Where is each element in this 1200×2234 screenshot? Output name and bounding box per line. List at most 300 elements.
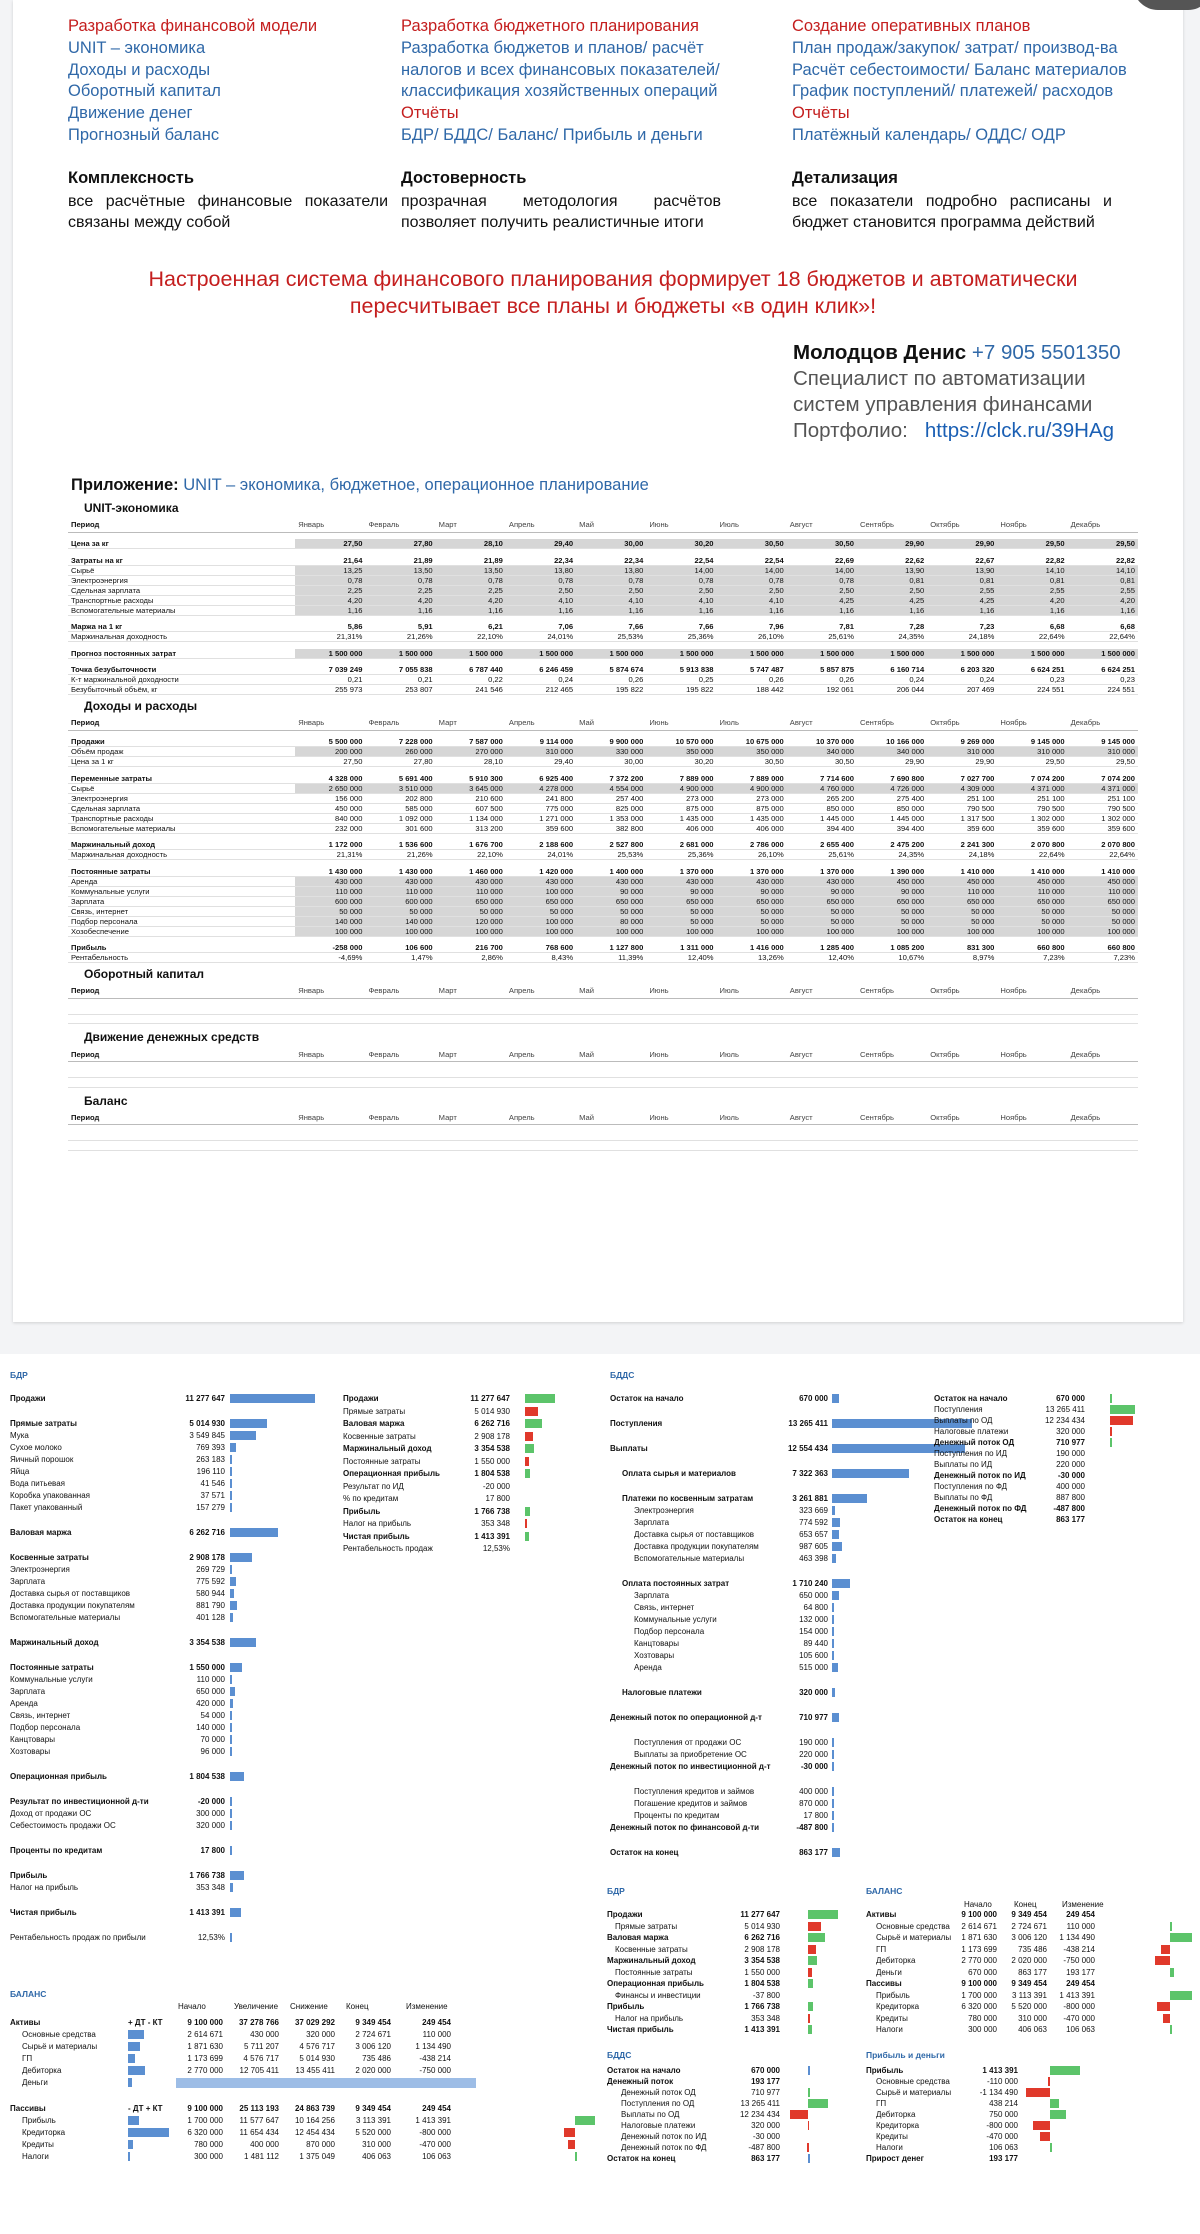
bdds-row-value: -487 800: [796, 1823, 828, 1832]
table-cell: 22,82: [1068, 556, 1138, 566]
table-cell: 50 000: [787, 906, 857, 916]
balance-bar: [128, 2140, 133, 2149]
table-cell: 2,25: [365, 585, 435, 595]
bdr-bar: [230, 1589, 234, 1598]
bdds-small-bar: [808, 2088, 810, 2097]
month-header: Август: [787, 984, 857, 998]
bdr-row-label: Продажи: [10, 1394, 46, 1403]
bdr-bar: [230, 1553, 252, 1562]
balance-value: 1 413 391: [415, 2116, 451, 2125]
balance-small-header: Изменение: [1062, 1900, 1104, 1909]
table-cell: 1 500 000: [997, 649, 1067, 659]
table-row: [68, 539, 1138, 549]
profit-money-label: ГП: [876, 2099, 887, 2108]
table-cell: 4 278 000: [506, 783, 576, 793]
table-row: [68, 953, 1138, 963]
bdds-row-label: Денежный поток по финансовой д-ти: [610, 1823, 760, 1832]
table-cell: 1 416 000: [717, 943, 787, 953]
table-cell: 10,67%: [857, 953, 927, 963]
table-cell: 4 900 000: [646, 783, 716, 793]
table-cell: 4,10: [506, 595, 576, 605]
bdr-small-value: 3 354 538: [744, 1956, 780, 1965]
profit-money-bar: [1033, 2121, 1050, 2130]
bdds-bar: [832, 1603, 834, 1612]
table-cell: 450 000: [927, 876, 997, 886]
bdds-row-label: Остаток на начало: [610, 1394, 684, 1403]
balance-value: 1 871 630: [187, 2042, 223, 2051]
bdds-row-value: 13 265 411: [788, 1419, 828, 1428]
bdr-row-value: 353 348: [196, 1883, 225, 1892]
bdds-small-value: 12 234 434: [739, 2110, 780, 2119]
table-cell: 90 000: [646, 886, 716, 896]
bdr-summary-label: Прямые затраты: [343, 1406, 406, 1416]
table-cell: 216 700: [436, 943, 506, 953]
slogan: Настроенная система финансового планирования формирует 18 бюджетов и автоматически пересчитывает все планы и бюджеты «в один клик»!: [148, 267, 1078, 318]
balance-sign: + ДТ - КТ: [128, 2018, 163, 2027]
month-header: Март: [436, 984, 506, 998]
dashboard: [0, 1354, 1200, 2234]
month-header: Май: [576, 1047, 646, 1061]
bdr-bar: [230, 1601, 237, 1610]
table-cell: 1 420 000: [506, 867, 576, 877]
table-cell: 4,20: [295, 595, 365, 605]
bdds-row-label: Погашение кредитов и займов: [634, 1799, 748, 1808]
table-cell: 1 134 000: [436, 813, 506, 823]
balance-value: 1 173 699: [187, 2054, 223, 2063]
bdr-bar: [230, 1663, 242, 1672]
bdr-small-value: 353 348: [751, 2013, 780, 2023]
table-section-title: Движение денежных средств: [84, 1030, 260, 1045]
bdr-row-value: 3 354 538: [189, 1638, 225, 1647]
table-cell: 2 786 000: [717, 840, 787, 850]
money-highlight: [176, 2078, 476, 2088]
month-header: Июль: [717, 1111, 787, 1125]
table-cell: 10 675 000: [717, 737, 787, 747]
bdr-summary-bar: [525, 1407, 538, 1416]
balance-small-label: Деньги: [876, 1967, 902, 1977]
balance-value: 3 006 120: [355, 2042, 391, 2051]
table-cell: 29,90: [857, 539, 927, 549]
table-cell: 202 800: [365, 793, 435, 803]
balance-row-label: Кредиты: [22, 2140, 54, 2149]
bdr-summary-label: Результат по ИД: [343, 1481, 404, 1491]
feature-title: Детализация: [792, 169, 898, 187]
table-cell: 100 000: [365, 926, 435, 936]
bdr-summary-label: Косвенные затраты: [343, 1431, 416, 1441]
table-cell: 12,40%: [646, 953, 716, 963]
table-cell: 9 114 000: [506, 737, 576, 747]
bdr-bar: [230, 1772, 244, 1781]
empty-row: [68, 1005, 1138, 1014]
month-header: Февраль: [365, 1111, 435, 1125]
bdr-small-value: 5 014 930: [744, 1921, 780, 1931]
table-gap: [68, 767, 1138, 774]
bdds-summary-value: 710 977: [1056, 1438, 1085, 1447]
balance-row-label: Дебиторка: [22, 2066, 62, 2075]
appendix-text: UNIT – экономика, бюджетное, операционное планирование: [183, 476, 649, 494]
table-cell: 1 127 800: [576, 943, 646, 953]
balance-value: 249 454: [422, 2104, 451, 2113]
table-cell: 790 500: [927, 803, 997, 813]
table-cell: 0,22: [436, 675, 506, 685]
table-cell: 7,23%: [1068, 953, 1138, 963]
table-cell: 0,78: [506, 575, 576, 585]
table-cell: 2,50: [717, 585, 787, 595]
table-row: [68, 737, 1138, 747]
bdr-bar: [230, 1687, 235, 1696]
table-gap: [68, 860, 1138, 867]
table-row: [68, 840, 1138, 850]
balance-small-value: 9 100 000: [961, 1910, 997, 1919]
month-header: Апрель: [506, 716, 576, 730]
bdds-row-value: 463 398: [799, 1554, 828, 1563]
table-cell: 29,90: [927, 757, 997, 767]
bdr-small-label: Финансы и инвестиции: [615, 1990, 701, 2000]
table-cell: 650 000: [857, 896, 927, 906]
bdds-row-label: Поступления: [610, 1419, 663, 1428]
table-cell: 2,50: [857, 585, 927, 595]
table-cell: 1 536 600: [365, 840, 435, 850]
balance-value: 9 100 000: [187, 2104, 223, 2113]
bdds-row-label: Электроэнергия: [634, 1506, 694, 1515]
month-header: Ноябрь: [997, 1047, 1067, 1061]
table-cell: 30,20: [646, 757, 716, 767]
table-cell: 1,16: [997, 605, 1067, 615]
table-cell: 650 000: [927, 896, 997, 906]
table-cell: 207 469: [927, 685, 997, 695]
balance-small-value: 249 454: [1066, 1979, 1095, 1988]
bdds-summary-bar: [1110, 1427, 1112, 1436]
table-cell: 30,20: [646, 539, 716, 549]
bdds-bar: [832, 1713, 839, 1722]
table-cell: 13,26%: [717, 953, 787, 963]
bdds-summary-label: Поступления: [934, 1405, 983, 1414]
balance-value: 9 349 454: [355, 2018, 391, 2027]
table-cell: 775 000: [506, 803, 576, 813]
bdds-small-label: Остаток на начало: [607, 2066, 681, 2075]
month-header: Ноябрь: [997, 518, 1067, 532]
balance-small-value: 780 000: [968, 2013, 997, 2023]
section-title: БДДС: [610, 1370, 635, 1380]
bdr-bar: [230, 1846, 232, 1855]
table-section-title: Доходы и расходы: [84, 699, 198, 713]
bdr-small-label: Продажи: [607, 1910, 643, 1919]
bdr-row-value: 269 729: [196, 1565, 225, 1574]
balance-value: 780 000: [194, 2140, 223, 2149]
table-row: [68, 803, 1138, 813]
bdds-row-value: 987 605: [799, 1542, 828, 1551]
table-cell: 100 000: [997, 926, 1067, 936]
table-cell: 1 430 000: [365, 867, 435, 877]
bdr-summary-value: 17 800: [485, 1494, 510, 1503]
bdr-small-label: Прямые затраты: [615, 1921, 678, 1931]
column-item: Оборотный капитал: [68, 82, 221, 101]
month-header: Ноябрь: [997, 716, 1067, 730]
bdr-bar: [230, 1871, 244, 1880]
balance-value: 9 349 454: [355, 2104, 391, 2113]
table-cell: 29,90: [927, 539, 997, 549]
bdds-small-label: Денежный поток ОД: [621, 2088, 696, 2097]
bdr-small-label: Маржинальный доход: [607, 1956, 696, 1965]
table-cell: 430 000: [365, 876, 435, 886]
table-cell: 1 317 500: [927, 813, 997, 823]
table-cell: 50 000: [295, 906, 365, 916]
bdds-row-value: 105 600: [799, 1651, 828, 1660]
balance-value: 5 014 930: [299, 2054, 335, 2063]
bdds-summary-bar: [1110, 1438, 1112, 1447]
column-item: классификация хозяйственных операций: [401, 82, 718, 101]
balance-value: 25 113 193: [239, 2104, 279, 2113]
bdr-row-label: Постоянные затраты: [10, 1663, 94, 1672]
bdr-bar: [230, 1797, 232, 1806]
bdr-row-label: Сухое молоко: [10, 1443, 62, 1452]
bdds-summary-value: 12 234 434: [1044, 1416, 1085, 1425]
table-section-title: UNIT-экономика: [84, 501, 179, 515]
table-row: [68, 783, 1138, 793]
table-gap: [68, 936, 1138, 943]
portfolio-link[interactable]: https://clck.ru/39HAg: [924, 419, 1115, 442]
balance-row-label: ГП: [22, 2054, 33, 2063]
table-cell: 22,69: [787, 556, 857, 566]
table-cell: 10 370 000: [787, 737, 857, 747]
profit-money-bar: [1050, 2143, 1052, 2152]
bdr-row-value: 1 804 538: [189, 1772, 225, 1781]
month-header: Май: [576, 1111, 646, 1125]
column-item: Прогнозный баланс: [68, 125, 220, 144]
table-row: [68, 747, 1138, 757]
balance-value: 12 705 411: [239, 2066, 279, 2075]
table-cell: 0,23: [997, 675, 1067, 685]
bdr-row-value: 650 000: [196, 1687, 225, 1696]
table-cell: 100 000: [857, 926, 927, 936]
balance-value: 24 863 739: [294, 2104, 335, 2113]
bdds-summary-label: Остаток на конец: [934, 1515, 1003, 1524]
bdr-small-bar: [808, 1968, 812, 1977]
table-cell: 4 328 000: [295, 774, 365, 784]
balance-small-bar: [1170, 1922, 1172, 1931]
table-gap: [68, 730, 1138, 737]
table-cell: 0,81: [1068, 575, 1138, 585]
bdds-row-value: 870 000: [799, 1799, 828, 1808]
table-cell: 24,01%: [506, 850, 576, 860]
bdr-summary-value: 1 413 391: [474, 1531, 510, 1541]
table-cell: 7 027 700: [927, 774, 997, 784]
table-cell: 0,21: [295, 675, 365, 685]
bdr-summary-label: % по кредитам: [343, 1494, 399, 1503]
table-row: [68, 595, 1138, 605]
balance-group-label: Пассивы: [10, 2104, 46, 2113]
table-cell: 6 624 251: [1068, 665, 1138, 675]
bdr-bar: [230, 1503, 232, 1512]
month-header: Июль: [717, 716, 787, 730]
table-cell: 0,81: [927, 575, 997, 585]
table-cell: 0,23: [1068, 675, 1138, 685]
planning-tables: [68, 499, 1138, 1155]
contact-block: [793, 340, 1148, 444]
balance-small-bar: [1155, 1956, 1170, 1965]
table-cell: 1 500 000: [646, 649, 716, 659]
month-header: Март: [436, 1111, 506, 1125]
balance-small-value: 1 413 391: [1059, 1990, 1095, 2000]
table-cell: 251 100: [997, 793, 1067, 803]
bdr-bar: [230, 1419, 267, 1428]
profit-money-label: Сырьё и материалы: [876, 2088, 952, 2097]
balance-value: 11 577 647: [239, 2116, 279, 2125]
row-label: Электроэнергия: [68, 575, 295, 585]
balance-bar: [128, 2116, 139, 2125]
balance-value: 406 063: [362, 2152, 391, 2161]
month-header: Февраль: [365, 518, 435, 532]
table-cell: 7 889 000: [646, 774, 716, 784]
month-header: Август: [787, 1111, 857, 1125]
balance-small-header: Начало: [964, 1900, 992, 1909]
table-cell: 7 055 838: [365, 665, 435, 675]
table-cell: 1 435 000: [646, 813, 716, 823]
bdds-row-label: Хозтовары: [634, 1651, 675, 1660]
table-cell: 224 551: [997, 685, 1067, 695]
month-header: Август: [787, 716, 857, 730]
balance-small-label: Дебиторка: [876, 1956, 916, 1965]
table-cell: 100 000: [506, 916, 576, 926]
bdr-row-label: Подбор персонала: [10, 1723, 81, 1732]
profit-money-value: 750 000: [989, 2110, 1018, 2119]
bdds-row-label: Вспомогательные материалы: [634, 1554, 745, 1563]
table-row: [68, 556, 1138, 566]
profit-money-bar: [1026, 2088, 1050, 2097]
feature-title: Комплексность: [68, 169, 194, 187]
balance-bar: [128, 2152, 130, 2161]
table-cell: 7,66: [646, 622, 716, 632]
empty-row: [68, 1014, 1138, 1023]
column-financial-model: [68, 16, 317, 147]
row-label: Прибыль: [68, 943, 295, 953]
month-header: Март: [436, 1047, 506, 1061]
bdds-row-label: Оплата постоянных затрат: [622, 1579, 730, 1588]
table-cell: 0,21: [365, 675, 435, 685]
column-title: Разработка финансовой модели: [68, 17, 318, 35]
bdds-row-value: 154 000: [799, 1627, 828, 1636]
month-header: Июнь: [646, 984, 716, 998]
table-cell: 1 460 000: [436, 867, 506, 877]
balance-small-value: 249 454: [1066, 1910, 1095, 1919]
bdr-small-value: 2 908 178: [744, 1944, 780, 1954]
table-cell: 251 100: [1068, 793, 1138, 803]
profit-money-value: 438 214: [989, 2099, 1018, 2108]
bdr-row-label: Яичный порошок: [10, 1455, 74, 1464]
table-cell: 1,16: [646, 605, 716, 615]
bdr-bar: [230, 1908, 241, 1917]
table-cell: 21,31%: [295, 632, 365, 642]
contact-phone[interactable]: +7 905 5501350: [971, 341, 1121, 364]
month-header: Январь: [295, 1111, 365, 1125]
bdr-bar: [230, 1675, 232, 1684]
table-cell: 28,10: [436, 539, 506, 549]
table-cell: 22,64%: [1068, 850, 1138, 860]
balance-bar: [128, 2030, 144, 2039]
balance-small-label: ГП: [876, 1944, 887, 1954]
table-cell: 100 000: [506, 926, 576, 936]
bdr-row-label: Коробка упакованная: [10, 1491, 90, 1500]
balance-value: 37 278 766: [238, 2018, 279, 2027]
table-cell: 660 800: [997, 943, 1067, 953]
table-cell: 21,31%: [295, 850, 365, 860]
table-row: [68, 675, 1138, 685]
bdr-row-value: 580 944: [196, 1589, 225, 1598]
table-cell: 25,53%: [576, 850, 646, 860]
table-cell: 0,81: [997, 575, 1067, 585]
month-header: Июль: [717, 984, 787, 998]
bdr-small-value: -37 800: [752, 1990, 780, 2000]
table-cell: 1 500 000: [295, 649, 365, 659]
table-row: [68, 649, 1138, 659]
table-cell: 2,55: [997, 585, 1067, 595]
table-cell: 110 000: [997, 886, 1067, 896]
table-cell: 7 889 000: [717, 774, 787, 784]
bdr-bar: [230, 1577, 236, 1586]
table-cell: 4,10: [576, 595, 646, 605]
table-cell: 350 000: [717, 747, 787, 757]
feature-detail: [792, 168, 1112, 234]
bdds-row-label: Зарплата: [634, 1518, 670, 1527]
table-cell: 195 822: [576, 685, 646, 695]
bdr-summary-bar: [525, 1432, 533, 1441]
table-cell: 22,64%: [997, 632, 1067, 642]
table-cell: 50 000: [927, 906, 997, 916]
table-cell: 4,25: [787, 595, 857, 605]
balance-small-label: Пассивы: [866, 1979, 902, 1988]
balance-small-value: 1 173 699: [961, 1944, 997, 1954]
table-cell: 1,16: [927, 605, 997, 615]
bdr-summary-label: Продажи: [343, 1394, 379, 1403]
balance-row-label: Деньги: [22, 2078, 48, 2087]
balance-small-label: Налоги: [876, 2025, 903, 2034]
table-cell: 790 500: [997, 803, 1067, 813]
bdds-summary-label: Поступления по ФД: [934, 1482, 1008, 1491]
balance-value: 4 576 717: [243, 2054, 279, 2063]
document-page: [13, 0, 1183, 1322]
bdr-summary-bar: [525, 1469, 530, 1478]
bdr-bar: [230, 1747, 232, 1756]
bdds-row-value: 650 000: [799, 1591, 828, 1600]
bdds-row-value: 17 800: [803, 1811, 828, 1820]
table-cell: 430 000: [787, 876, 857, 886]
balance-small-value: 1 134 490: [1059, 1933, 1095, 1942]
table-cell: 1 500 000: [927, 649, 997, 659]
bdds-bar: [832, 1651, 834, 1660]
month-header: Август: [787, 518, 857, 532]
table-cell: 265 200: [787, 793, 857, 803]
table-cell: 0,24: [857, 675, 927, 685]
balance-change-bar: [575, 2152, 577, 2161]
bdr-row-value: 110 000: [196, 1675, 225, 1684]
table-cell: 1 271 000: [506, 813, 576, 823]
balance-small-value: 310 000: [1018, 2013, 1047, 2023]
balance-value: 249 454: [422, 2018, 451, 2027]
table-cell: 450 000: [857, 876, 927, 886]
table-cell: 6 787 440: [436, 665, 506, 675]
month-header: Декабрь: [1068, 1111, 1138, 1125]
table-cell: 100 000: [787, 926, 857, 936]
balance-bar: [128, 2066, 145, 2075]
bdds-summary-value: 190 000: [1056, 1449, 1085, 1458]
table-cell: 50 000: [857, 906, 927, 916]
table-cell: 13,50: [436, 565, 506, 575]
table-cell: 1 435 000: [717, 813, 787, 823]
balance-small-value: 300 000: [968, 2025, 997, 2034]
table-cell: 30,50: [787, 757, 857, 767]
table-cell: 50 000: [997, 916, 1067, 926]
bdr-bar: [230, 1638, 256, 1647]
